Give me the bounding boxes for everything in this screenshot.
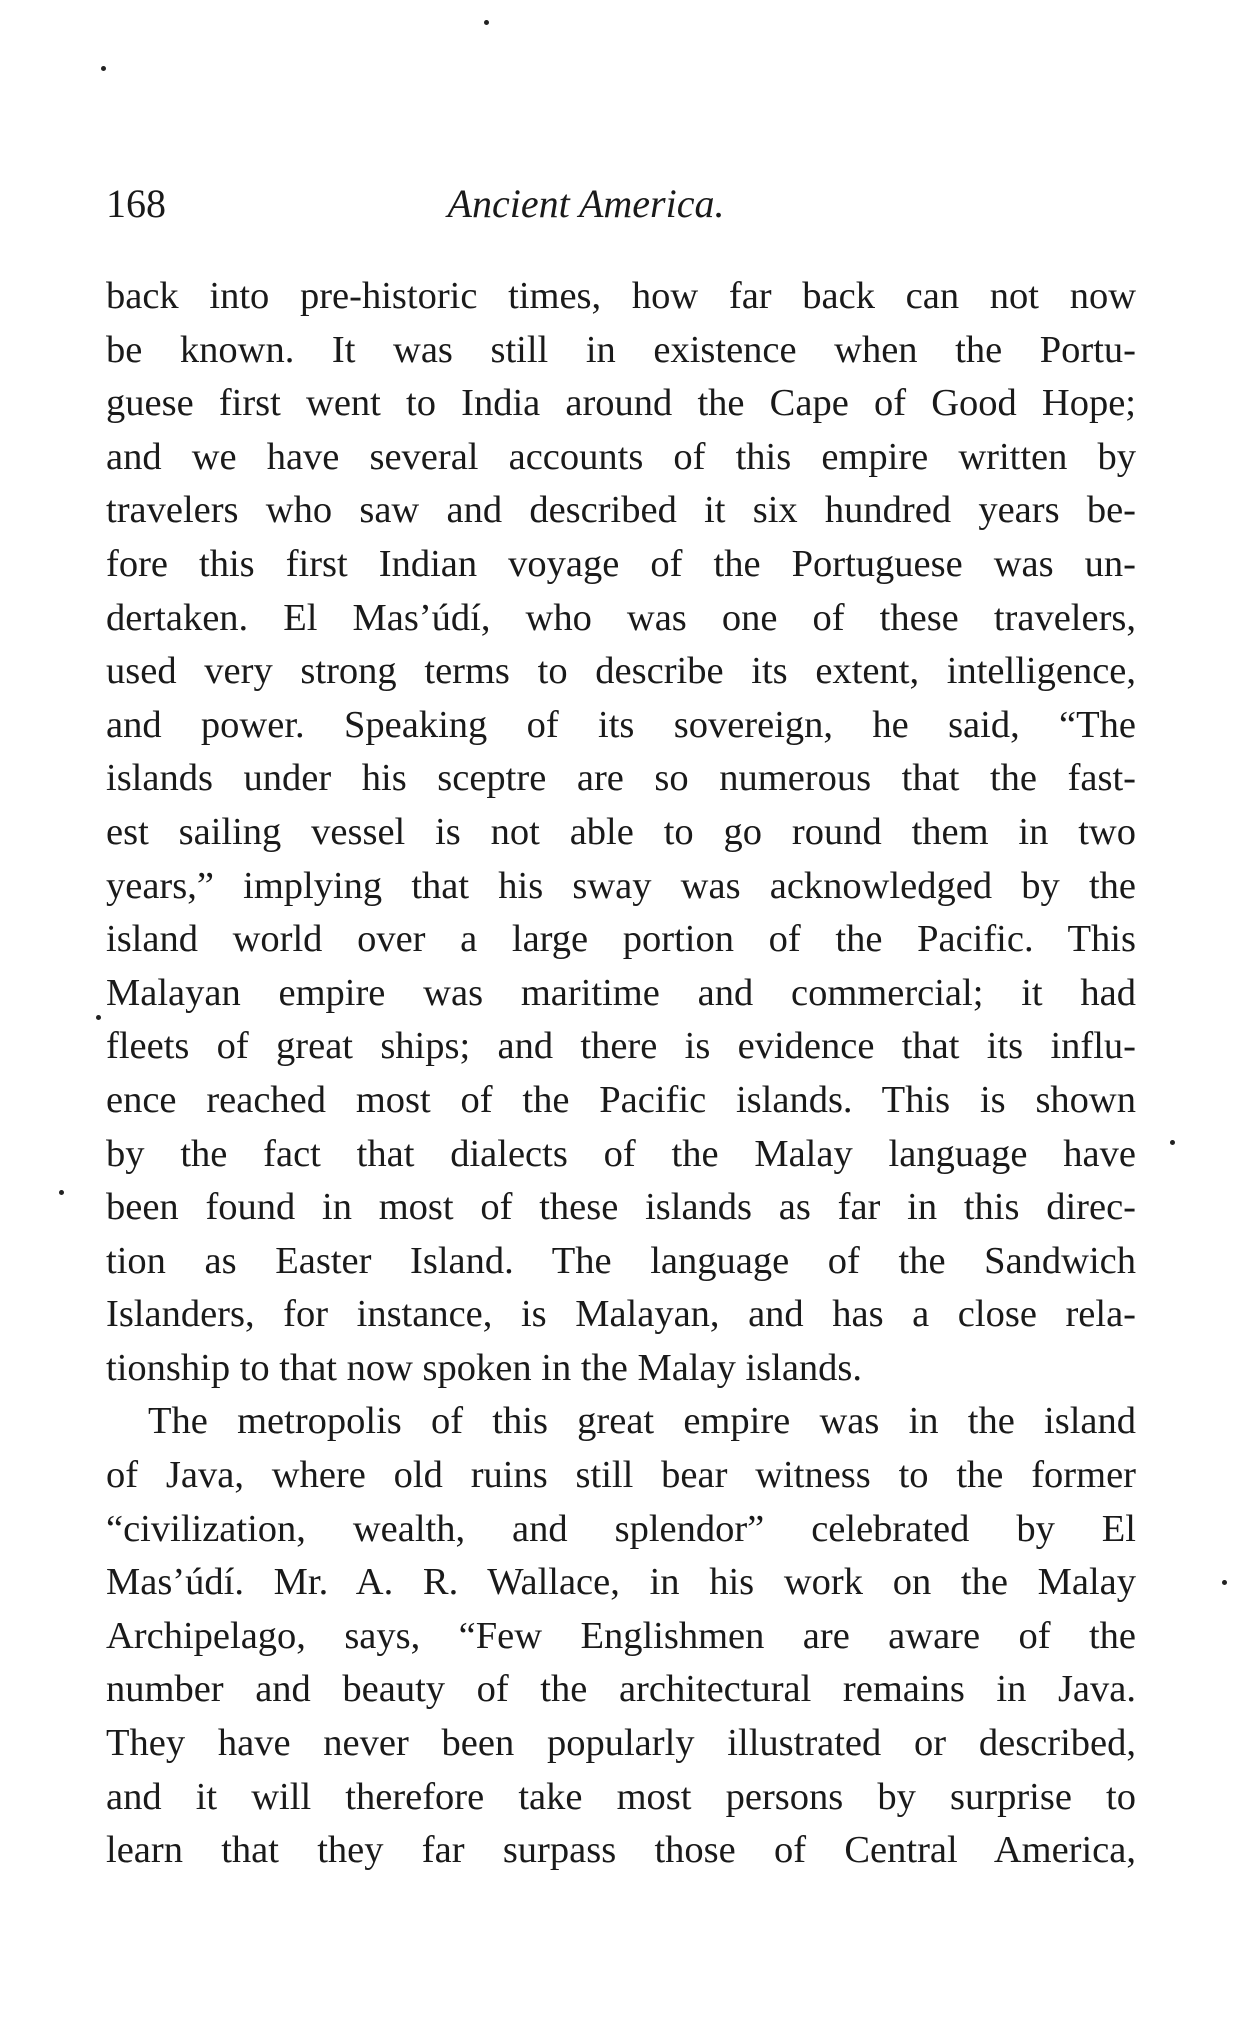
running-head bbox=[106, 180, 1136, 236]
text-line: back into pre-historic times, how far back can not now bbox=[106, 275, 1136, 317]
text-line: The metropolis of this great empire was in the island bbox=[148, 1400, 1136, 1443]
ink-speck bbox=[101, 66, 106, 71]
ink-speck bbox=[96, 1015, 101, 1020]
text-line: years,” implying that his sway was acknowledged by the bbox=[106, 864, 1136, 907]
text-line: and it will therefore take most persons by surprise to bbox=[106, 1775, 1136, 1818]
body-text bbox=[106, 270, 1136, 1878]
text-line: and we have several accounts of this empire written by bbox=[106, 435, 1136, 478]
text-line: ence reached most of the Pacific islands. This is shown bbox=[106, 1078, 1136, 1121]
text-line: Archipelago, says, “Few Englishmen are aware of the bbox=[106, 1614, 1136, 1657]
text-line: number and beauty of the architectural remains in Java. bbox=[106, 1668, 1136, 1711]
ink-speck bbox=[1170, 1140, 1175, 1145]
text-line: They have never been popularly illustrated or described, bbox=[106, 1722, 1136, 1765]
text-line: guese first went to India around the Cape of Good Hope; bbox=[106, 382, 1136, 425]
running-title: Ancient America. bbox=[447, 181, 725, 226]
text-line: travelers who saw and described it six hundred years be- bbox=[106, 489, 1136, 532]
text-line: used very strong terms to describe its extent, intelligence, bbox=[106, 650, 1136, 693]
text-line: fleets of great ships; and there is evidence that its influ- bbox=[106, 1025, 1136, 1068]
text-line: dertaken. El Mas’údí, who was one of these travelers, bbox=[106, 596, 1136, 639]
text-line: tion as Easter Island. The language of the Sandwich bbox=[106, 1239, 1136, 1282]
text-line: island world over a large portion of the Pacific. This bbox=[106, 918, 1136, 961]
text-line: tionship to that now spoken in the Malay islands. bbox=[106, 1346, 863, 1389]
text-line: been found in most of these islands as far in this direc- bbox=[106, 1186, 1136, 1229]
text-line: “civilization, wealth, and splendor” celebrated by El bbox=[106, 1507, 1136, 1550]
text-line: Malayan empire was maritime and commercial; it had bbox=[106, 971, 1136, 1014]
text-line: fore this first Indian voyage of the Portuguese was un- bbox=[106, 542, 1136, 585]
text-line: of Java, where old ruins still bear witness to the former bbox=[106, 1454, 1136, 1497]
ink-speck bbox=[1222, 1580, 1227, 1585]
text-line: by the fact that dialects of the Malay language have bbox=[106, 1132, 1136, 1175]
text-line: be known. It was still in existence when the Portu- bbox=[106, 328, 1136, 371]
ink-speck bbox=[59, 1190, 64, 1195]
text-line: learn that they far surpass those of Central America, bbox=[106, 1829, 1136, 1872]
text-line: islands under his sceptre are so numerous that the fast- bbox=[106, 757, 1136, 800]
page-number: 168 bbox=[106, 181, 166, 226]
text-line: est sailing vessel is not able to go round them in two bbox=[106, 810, 1136, 853]
text-line: and power. Speaking of its sovereign, he said, “The bbox=[106, 703, 1136, 746]
ink-speck bbox=[484, 20, 489, 25]
text-line: Islanders, for instance, is Malayan, and has a close rela- bbox=[106, 1293, 1136, 1336]
text-line: Mas’údí. Mr. A. R. Wallace, in his work on the Malay bbox=[106, 1561, 1136, 1604]
